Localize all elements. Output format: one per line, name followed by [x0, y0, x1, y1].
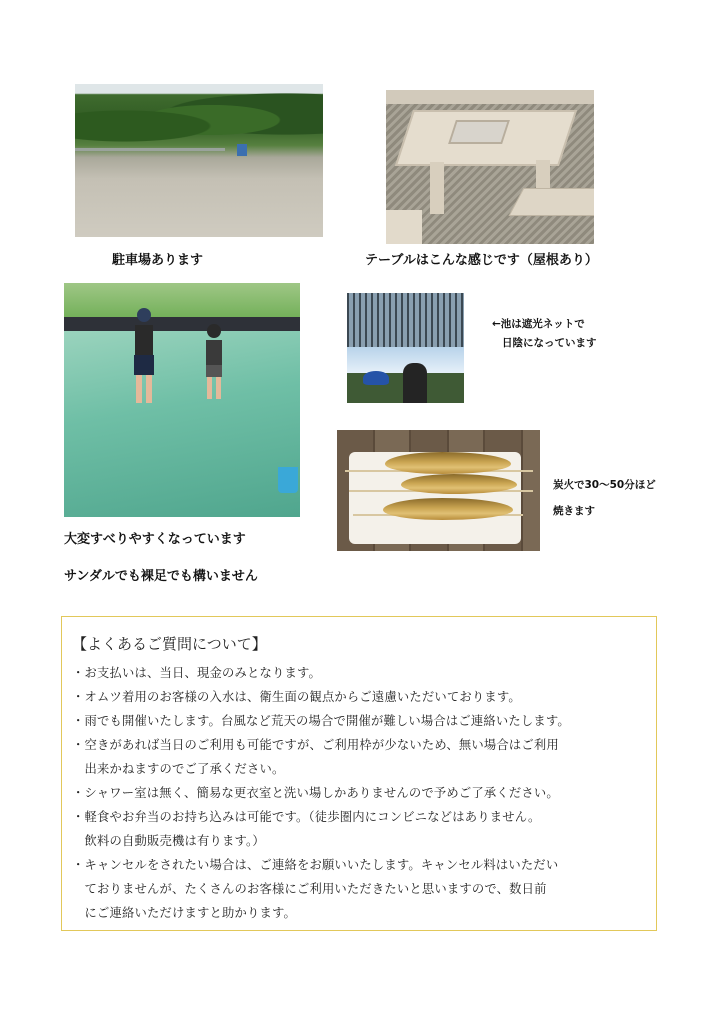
table-caption: テーブルはこんな感じです（屋根あり）	[365, 253, 598, 268]
faq-line: ・空きがあれば当日のご利用も可能ですが、ご利用枠が少ないため、無い場合はご利用	[72, 738, 559, 752]
faq-line: ・オムツ着用のお客様の入水は、衛生面の観点からご遠慮いただいております。	[72, 690, 521, 704]
faq-line: ておりませんが、たくさんのお客様にご利用いただきたいと思いますので、数日前	[72, 882, 547, 896]
net-caption-line2: 日陰になっています	[502, 337, 597, 349]
faq-line: ・シャワー室は無く、簡易な更衣室と洗い場しかありませんので予めご了承ください。	[72, 786, 559, 800]
faq-line: にご連絡いただけますと助かります。	[72, 906, 296, 920]
grill-caption	[553, 472, 656, 524]
net-caption	[492, 315, 597, 353]
child-figure	[199, 323, 229, 403]
pool-photo	[64, 283, 300, 517]
slippery-caption: 大変すべりやすくなっています	[64, 532, 246, 547]
table-photo	[386, 90, 594, 244]
grill-caption-line1: 炭火で30～50分ほど	[553, 479, 656, 491]
faq-line: ・雨でも開催いたします。台風など荒天の場合で開催が難しい場合はご連絡いたします。	[72, 714, 570, 728]
faq-line: 出来かねますのでご了承ください。	[72, 762, 285, 776]
parking-lot-photo	[75, 84, 323, 237]
faq-box	[61, 616, 657, 931]
faq-line: ・キャンセルをされたい場合は、ご連絡をお願いいたします。キャンセル料はいただい	[72, 858, 559, 872]
net-caption-line1: ←池は遮光ネットで	[492, 318, 585, 330]
grill-caption-line2: 焼きます	[553, 505, 595, 517]
parking-caption: 駐車場あります	[112, 253, 204, 268]
faq-line: ・軽食やお弁当のお持ち込みは可能です。（徒歩圏内にコンビニなどはありません。	[72, 810, 541, 824]
shade-net-photo	[347, 293, 464, 403]
bucket-icon	[278, 467, 298, 493]
child-figure	[128, 307, 160, 407]
faq-line: 飲料の自動販売機は有ります。）	[72, 834, 265, 848]
sandals-caption: サンダルでも裸足でも構いません	[64, 569, 258, 584]
faq-title: 【よくあるご質問について】	[72, 635, 267, 653]
faq-line: ・お支払いは、当日、現金のみとなります。	[72, 666, 321, 680]
grilled-fish-photo	[337, 430, 540, 551]
